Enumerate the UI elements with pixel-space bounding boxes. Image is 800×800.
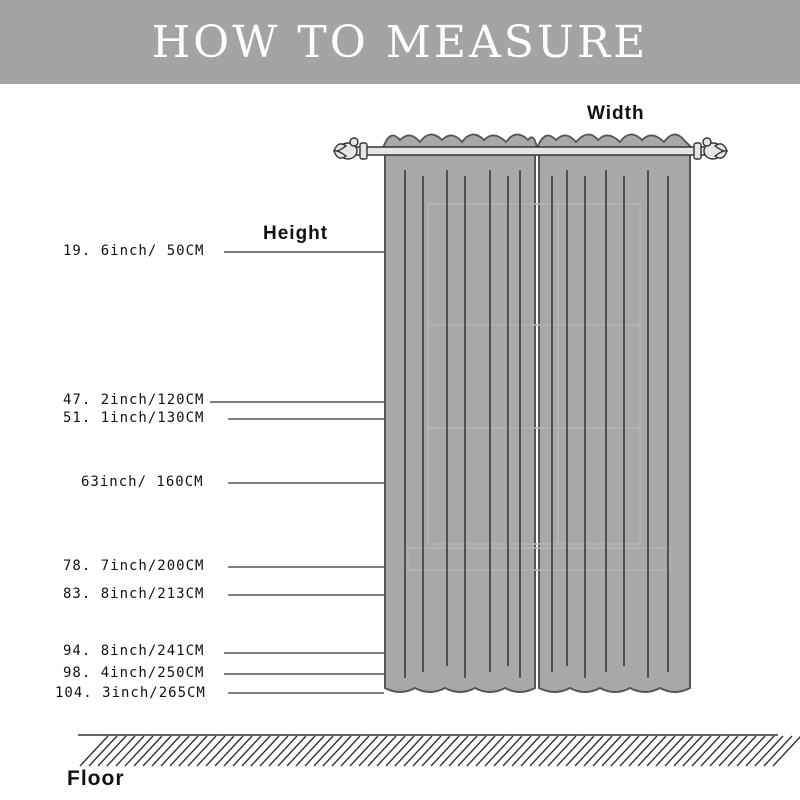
measurement-lines bbox=[210, 252, 384, 693]
rod-finial-right bbox=[694, 138, 727, 159]
rod-finial-left bbox=[334, 138, 367, 159]
measurement-label: 98. 4inch/250CM bbox=[63, 665, 205, 681]
measurement-label: 104. 3inch/265CM bbox=[55, 685, 206, 701]
measurement-label: 19. 6inch/ 50CM bbox=[63, 243, 205, 259]
measurement-label: 83. 8inch/213CM bbox=[63, 586, 205, 602]
measurement-label: 94. 8inch/241CM bbox=[63, 643, 205, 659]
floor-label: Floor bbox=[67, 767, 125, 790]
height-label: Height bbox=[263, 223, 329, 244]
curtain-panel bbox=[383, 134, 692, 692]
width-label: Width bbox=[587, 103, 645, 124]
measurement-label: 78. 7inch/200CM bbox=[63, 558, 205, 574]
measurement-label: 63inch/ 160CM bbox=[81, 474, 204, 490]
floor-hatch bbox=[78, 735, 800, 766]
measurement-label: 51. 1inch/130CM bbox=[63, 410, 205, 426]
measurement-label: 47. 2inch/120CM bbox=[63, 392, 205, 408]
page-title: HOW TO MEASURE bbox=[151, 17, 649, 68]
